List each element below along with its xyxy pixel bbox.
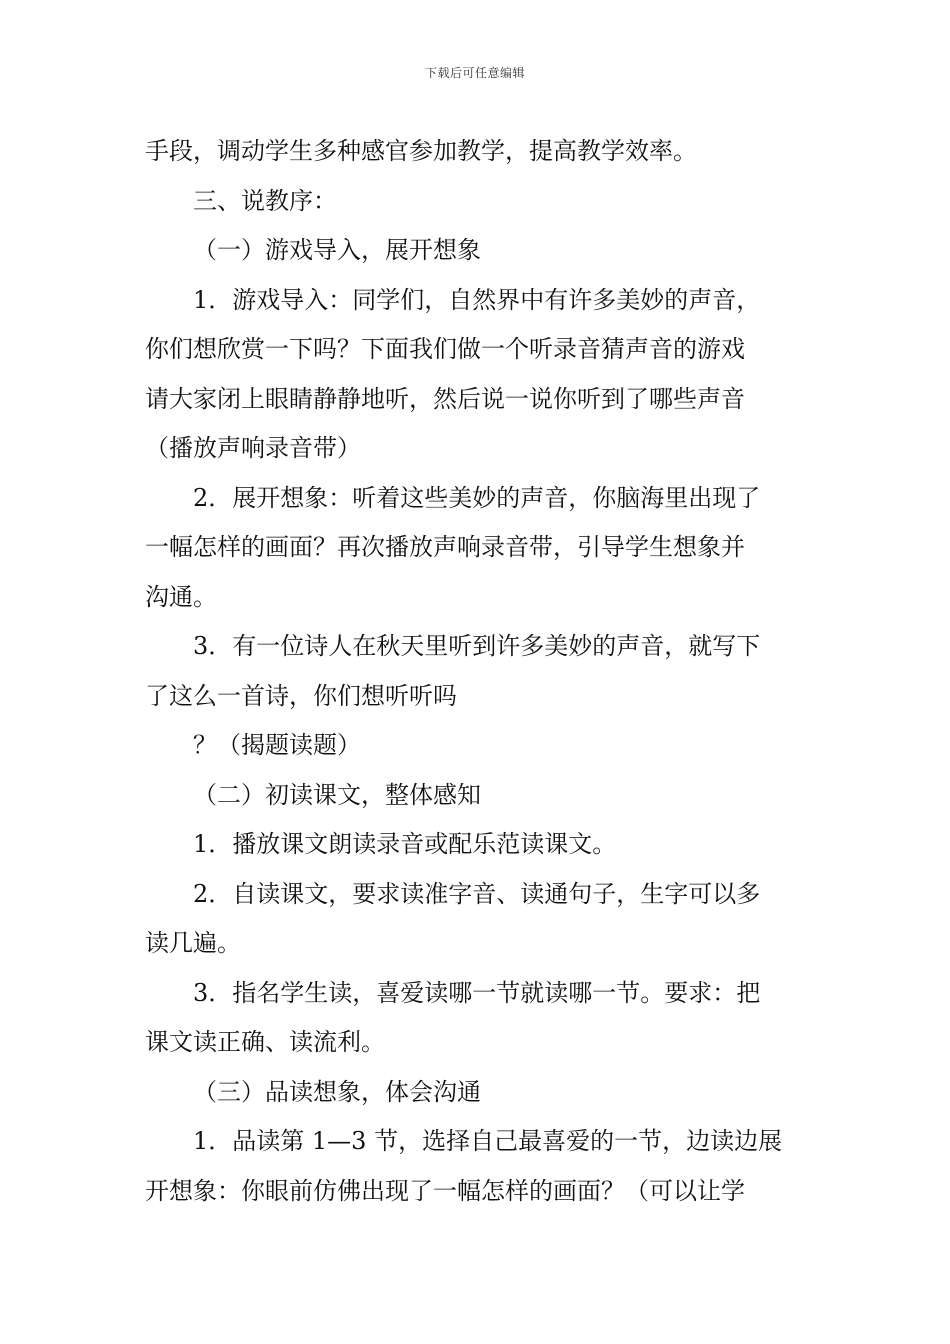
subsection-heading: （三）品读想象，体会沟通: [193, 1077, 481, 1106]
text-line: 请大家闭上眼睛静静地听，然后说一说你听到了哪些声音: [145, 384, 745, 413]
subsection-heading: （二）初读课文，整体感知: [193, 780, 481, 809]
text-line: ？（揭题读题）: [193, 731, 361, 759]
text-line: 你们想欣赏一下吗？下面我们做一个听录音猜声音的游戏: [145, 335, 745, 363]
text-line: 沟通。: [145, 582, 217, 611]
text-line: 1．播放课文朗读录音或配乐范读课文。: [193, 830, 617, 858]
text-line: 2．自读课文，要求读准字音、读通句子，生字可以多: [193, 879, 761, 908]
text-line: 3．指名学生读，喜爱读哪一节就读哪一节。要求：把: [193, 978, 761, 1007]
text-line: 开想象：你眼前仿佛出现了一幅怎样的画面？（可以让学: [145, 1176, 745, 1205]
text-line: 一幅怎样的画面？再次播放声响录音带，引导学生想象并: [145, 533, 745, 561]
document-body: [145, 127, 809, 1216]
subsection-heading: （一）游戏导入，展开想象: [193, 236, 481, 264]
text-line: 读几遍。: [145, 929, 241, 957]
text-line: 手段，调动学生多种感官参加教学，提高教学效率。: [145, 137, 697, 165]
text-line: 了这么一首诗，你们想听听吗: [145, 681, 457, 710]
text-line: （播放声响录音带）: [145, 434, 361, 462]
page-header: 下载后可任意编辑: [424, 66, 525, 80]
text-line: 1．品读第 1—3 节，选择自己最喜爱的一节，边读边展: [193, 1127, 783, 1155]
text-line: 1．游戏导入：同学们，自然界中有许多美妙的声音，: [193, 285, 761, 314]
text-line: 3．有一位诗人在秋天里听到许多美妙的声音，就写下: [193, 632, 761, 660]
text-line: 2．展开想象：听着这些美妙的声音，你脑海里出现了: [193, 483, 761, 512]
section-heading: 三、说教序：: [193, 186, 337, 215]
text-line: 课文读正确、读流利。: [145, 1028, 385, 1056]
